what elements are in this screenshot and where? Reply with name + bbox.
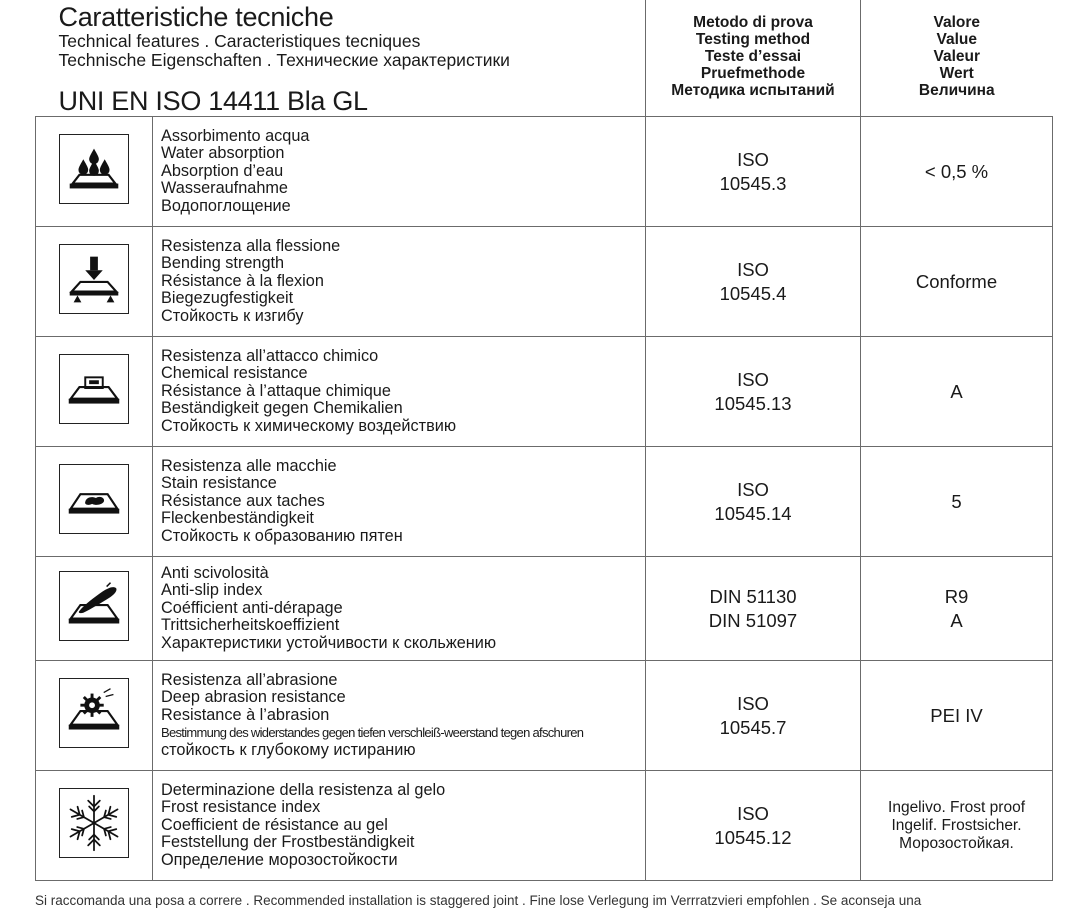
icon-cell xyxy=(36,117,153,227)
icon-cell xyxy=(36,337,153,447)
test-method: ISO 10545.3 xyxy=(646,117,861,227)
icon-cell xyxy=(36,227,153,337)
feature-labels: Anti scivolosità Anti-slip index Coéfficient anti-dérapage Trittsicherheitskoeffizient Характеристики устойчивости к скольжению xyxy=(153,557,646,661)
test-method: ISO 10545.14 xyxy=(646,447,861,557)
method-head-fr: Teste d’essai xyxy=(704,48,802,65)
value-head-it: Valore xyxy=(933,14,981,31)
snowflake-icon xyxy=(59,788,129,858)
standard-code: UNI EN ISO 14411 Bla GL xyxy=(58,86,368,116)
stain-icon xyxy=(59,464,129,534)
table-row xyxy=(36,337,1053,447)
method-head-it: Metodo di prova xyxy=(693,14,813,31)
technical-features-sheet xyxy=(35,0,1052,881)
value-column-header xyxy=(861,0,1053,117)
water-drops-icon xyxy=(59,134,129,204)
test-method: ISO 10545.13 xyxy=(646,337,861,447)
test-value: Conforme xyxy=(861,227,1053,337)
method-head-en: Testing method xyxy=(695,31,811,48)
title-block xyxy=(36,0,646,117)
feature-labels: Resistenza all’abrasione Deep abrasion resistance Resistance à l’abrasion Bestimmung des widerstandes gegen tiefen verschleiß-weerstand tegen afschuren стойкость к глубокому истиранию xyxy=(153,661,646,771)
page-title: Caratteristiche tecniche xyxy=(58,2,334,32)
feature-labels: Resistenza alle macchie Stain resistance Résistance aux taches Fleckenbeständigkeit Стойкость к образованию пятен xyxy=(153,447,646,557)
value-head-en: Value xyxy=(936,31,978,48)
test-value: A xyxy=(861,337,1053,447)
test-method: DIN 51130 DIN 51097 xyxy=(646,557,861,661)
test-method: ISO 10545.12 xyxy=(646,771,861,881)
method-column-header xyxy=(646,0,861,117)
page-subtitle-2: Technische Eigenschaften . Технические характеристики xyxy=(58,50,510,70)
method-head-ru: Методика испытаний xyxy=(671,82,835,99)
icon-cell xyxy=(36,557,153,661)
method-head-de: Pruefmethode xyxy=(700,65,806,82)
table-row xyxy=(36,117,1053,227)
abrasion-gear-icon xyxy=(59,678,129,748)
icon-cell xyxy=(36,771,153,881)
shoe-slip-icon xyxy=(59,571,129,641)
bending-press-icon xyxy=(59,244,129,314)
chemical-tray-icon xyxy=(59,354,129,424)
table-row xyxy=(36,771,1053,881)
features-table xyxy=(35,0,1053,881)
table-header xyxy=(36,0,1053,117)
value-head-de: Wert xyxy=(939,65,974,82)
value-head-ru: Величина xyxy=(918,82,995,99)
test-value: < 0,5 % xyxy=(861,117,1053,227)
installation-note: Si raccomanda una posa a correre . Recommended installation is staggered joint . Fine lose Verlegung im Verrratzvieri empfohlen . Se aconseja una xyxy=(35,893,922,908)
icon-cell xyxy=(36,447,153,557)
table-row xyxy=(36,557,1053,661)
feature-labels: Resistenza alla flessione Bending strength Résistance à la flexion Biegezugfestigkeit Стойкость к изгибу xyxy=(153,227,646,337)
icon-cell xyxy=(36,661,153,771)
test-value: PEI IV xyxy=(861,661,1053,771)
test-value: 5 xyxy=(861,447,1053,557)
test-method: ISO 10545.4 xyxy=(646,227,861,337)
table-row xyxy=(36,447,1053,557)
feature-labels: Assorbimento acqua Water absorption Absorption d’eau Wasseraufnahme Водопоглощение xyxy=(153,117,646,227)
feature-labels: Determinazione della resistenza al gelo Frost resistance index Coefficient de résistance au gel Feststellung der Frostbeständigkeit Определение морозостойкости xyxy=(153,771,646,881)
test-value: R9 A xyxy=(861,557,1053,661)
table-row xyxy=(36,661,1053,771)
table-row xyxy=(36,227,1053,337)
test-method: ISO 10545.7 xyxy=(646,661,861,771)
page-subtitle-1: Technical features . Caracteristiques tecniques xyxy=(58,31,421,51)
test-value: Ingelivo. Frost proof Ingelif. Frostsicher. Морозостойкая. xyxy=(861,771,1053,881)
value-head-fr: Valeur xyxy=(933,48,981,65)
feature-labels: Resistenza all’attacco chimico Chemical resistance Résistance à l’attaque chimique Beständigkeit gegen Chemikalien Стойкость к химическому воздействию xyxy=(153,337,646,447)
